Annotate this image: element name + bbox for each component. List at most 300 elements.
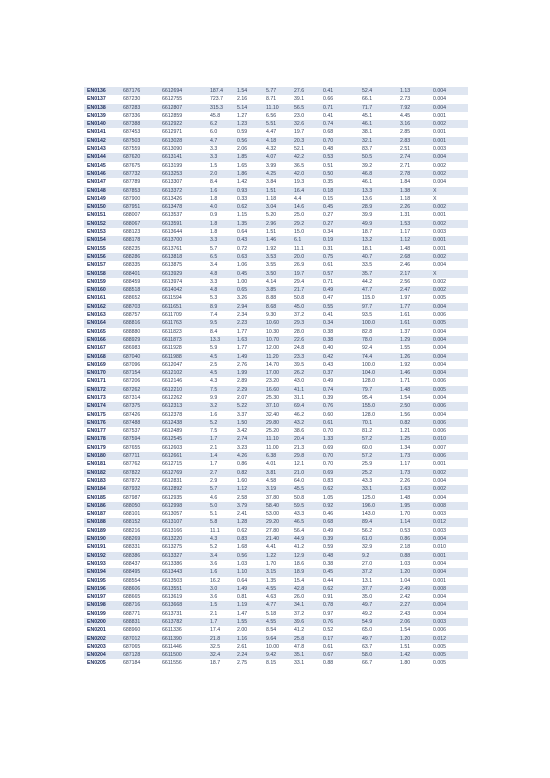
value-cell: 3.3 (207, 278, 234, 286)
sample-id-cell: EN0142 (84, 137, 120, 145)
value-cell: 0.43 (234, 236, 263, 244)
value-cell: 0.66 (320, 95, 359, 103)
value-cell: 1.77 (397, 303, 430, 311)
value-cell: 26.9 (291, 261, 320, 269)
value-cell: 1.20 (397, 635, 430, 643)
value-cell: 6611873 (159, 336, 207, 344)
value-cell: 688831 (120, 618, 159, 626)
value-cell: 688050 (120, 502, 159, 510)
value-cell: 8.88 (263, 294, 291, 302)
value-cell: 0.005 (430, 294, 468, 302)
value-cell: 2.47 (397, 286, 430, 294)
value-cell: 1.03 (234, 560, 263, 568)
value-cell: 1.70 (397, 510, 430, 518)
value-cell: 0.004 (430, 369, 468, 377)
table-row (84, 618, 468, 626)
value-cell: 688335 (120, 261, 159, 269)
value-cell: 3.26 (234, 294, 263, 302)
value-cell: 2.96 (263, 220, 291, 228)
value-cell: 46.8 (359, 170, 397, 178)
value-cell: 688216 (120, 527, 159, 535)
value-cell: 3.3 (207, 153, 234, 161)
value-cell: 2.17 (397, 270, 430, 278)
value-cell: 1.55 (397, 344, 430, 352)
value-cell: 2.76 (234, 361, 263, 369)
value-cell: 8.68 (263, 303, 291, 311)
value-cell: 43.3 (291, 510, 320, 518)
value-cell: 1.7 (207, 618, 234, 626)
value-cell: 688437 (120, 560, 159, 568)
value-cell: 1.42 (397, 651, 430, 659)
table-row (84, 87, 468, 95)
value-cell: 33.1 (291, 659, 320, 667)
value-cell: 63.7 (359, 643, 397, 651)
value-cell: 37.2 (291, 610, 320, 618)
table-row (84, 494, 468, 502)
value-cell: 5.0 (207, 502, 234, 510)
value-cell: 4.4 (291, 195, 320, 203)
value-cell: 29.20 (263, 518, 291, 526)
value-cell: 6613503 (159, 577, 207, 585)
value-cell: 0.62 (320, 485, 359, 493)
value-cell: 6613731 (159, 610, 207, 618)
value-cell: 688123 (120, 228, 159, 236)
value-cell: 2.5 (207, 361, 234, 369)
value-cell: 1.53 (397, 220, 430, 228)
value-cell: 17.4 (207, 626, 234, 634)
value-cell: 125.0 (359, 494, 397, 502)
value-cell: 687559 (120, 145, 159, 153)
value-cell: 0.38 (320, 328, 359, 336)
value-cell: 0.53 (397, 527, 430, 535)
value-cell: 10.70 (263, 336, 291, 344)
value-cell: 0.59 (320, 543, 359, 551)
value-cell: 3.04 (263, 203, 291, 211)
table-row (84, 203, 468, 211)
value-cell: 688459 (120, 278, 159, 286)
value-cell: 49.7 (359, 601, 397, 609)
value-cell: 687872 (120, 477, 159, 485)
value-cell: 687176 (120, 87, 159, 95)
value-cell: 18.6 (291, 560, 320, 568)
value-cell: 0.006 (430, 311, 468, 319)
value-cell: 1.03 (397, 560, 430, 568)
value-cell: 0.68 (320, 518, 359, 526)
value-cell: 687822 (120, 469, 159, 477)
value-cell: 1.19 (234, 601, 263, 609)
value-cell: 0.006 (430, 452, 468, 460)
value-cell: 687012 (120, 635, 159, 643)
value-cell: 688152 (120, 518, 159, 526)
value-cell: 0.34 (320, 228, 359, 236)
sample-id-cell: EN0184 (84, 485, 120, 493)
value-cell: 1.37 (397, 328, 430, 336)
value-cell: 1.48 (397, 245, 430, 253)
value-cell: 2.24 (234, 651, 263, 659)
value-cell: 6614042 (159, 286, 207, 294)
table-row (84, 170, 468, 178)
table-row (84, 394, 468, 402)
value-cell: 0.002 (430, 203, 468, 211)
value-cell: 1.10 (234, 568, 263, 576)
value-cell: 6612438 (159, 419, 207, 427)
value-cell: 0.004 (430, 568, 468, 576)
value-cell: 16.2 (207, 577, 234, 585)
value-cell: 18.7 (207, 659, 234, 667)
value-cell: 23.0 (291, 112, 320, 120)
value-cell: 1.6 (207, 411, 234, 419)
value-cell: 3.99 (263, 162, 291, 170)
value-cell: 4.32 (263, 145, 291, 153)
sample-id-cell: EN0139 (84, 112, 120, 120)
value-cell: 128.0 (359, 411, 397, 419)
table-row (84, 577, 468, 585)
value-cell: 0.003 (430, 527, 468, 535)
value-cell: 37.2 (359, 568, 397, 576)
value-cell: 1.20 (397, 568, 430, 576)
value-cell: 9.42 (263, 651, 291, 659)
value-cell: 21.40 (263, 535, 291, 543)
value-cell: 1.35 (234, 220, 263, 228)
value-cell: 688235 (120, 245, 159, 253)
table-row (84, 178, 468, 186)
table-row (84, 518, 468, 526)
sample-id-cell: EN0158 (84, 270, 120, 278)
value-cell: 0.83 (234, 535, 263, 543)
value-cell: 1.80 (397, 659, 430, 667)
value-cell: 11.1 (291, 245, 320, 253)
value-cell: 0.007 (430, 444, 468, 452)
sample-id-cell: EN0167 (84, 344, 120, 352)
value-cell: 6613929 (159, 270, 207, 278)
value-cell: 21.7 (291, 286, 320, 294)
value-cell: 79.7 (359, 386, 397, 394)
value-cell: 0.004 (430, 344, 468, 352)
sample-id-cell: EN0175 (84, 411, 120, 419)
value-cell: 29.4 (291, 278, 320, 286)
value-cell: 0.61 (320, 643, 359, 651)
table-row (84, 626, 468, 634)
value-cell: 0.003 (430, 228, 468, 236)
sample-id-cell: EN0138 (84, 104, 120, 112)
value-cell: 11.10 (263, 104, 291, 112)
value-cell: 2.07 (234, 394, 263, 402)
value-cell: 1.68 (234, 543, 263, 551)
value-cell: 688101 (120, 510, 159, 518)
value-cell: 0.006 (430, 419, 468, 427)
value-cell: 0.9 (207, 211, 234, 219)
table-row (84, 286, 468, 294)
value-cell: 0.62 (234, 203, 263, 211)
value-cell: 6.1 (291, 236, 320, 244)
value-cell: 81.2 (359, 427, 397, 435)
value-cell: 1.23 (234, 120, 263, 128)
value-cell: 0.001 (430, 552, 468, 560)
table-row (84, 211, 468, 219)
value-cell: 37.7 (359, 585, 397, 593)
value-cell: 0.35 (320, 178, 359, 186)
table-row (84, 145, 468, 153)
value-cell: 20.0 (291, 253, 320, 261)
value-cell: 0.004 (430, 593, 468, 601)
value-cell: 7.5 (207, 386, 234, 394)
value-cell: 688880 (120, 328, 159, 336)
value-cell: 0.82 (397, 419, 430, 427)
value-cell: 6612971 (159, 128, 207, 136)
table-row (84, 485, 468, 493)
value-cell: 6.5 (207, 253, 234, 261)
value-cell: 2.0 (207, 170, 234, 178)
value-cell: 6612603 (159, 444, 207, 452)
sample-id-cell: EN0170 (84, 369, 120, 377)
value-cell: 1.46 (397, 369, 430, 377)
value-cell: 59.5 (291, 502, 320, 510)
value-cell: 5.1 (207, 510, 234, 518)
value-cell: 687503 (120, 137, 159, 145)
value-cell: 0.68 (320, 128, 359, 136)
value-cell: 23.3 (291, 353, 320, 361)
sample-id-cell: EN0197 (84, 593, 120, 601)
value-cell: 1.49 (234, 585, 263, 593)
value-cell: 3.37 (234, 411, 263, 419)
value-cell: 0.83 (320, 477, 359, 485)
value-cell: 0.86 (397, 535, 430, 543)
sample-id-cell: EN0171 (84, 377, 120, 385)
value-cell: 2.89 (234, 377, 263, 385)
value-cell: 0.012 (430, 518, 468, 526)
value-cell: 0.27 (320, 220, 359, 228)
value-cell: 5.3 (207, 294, 234, 302)
value-cell: 0.37 (320, 369, 359, 377)
value-cell: 32.5 (207, 643, 234, 651)
value-cell: 315.3 (207, 104, 234, 112)
value-cell: 6611390 (159, 635, 207, 643)
value-cell: 10.60 (263, 319, 291, 327)
value-cell: 1.61 (397, 311, 430, 319)
value-cell: 54.9 (359, 618, 397, 626)
value-cell: 0.88 (320, 659, 359, 667)
value-cell: 6613591 (159, 220, 207, 228)
sample-id-cell: EN0164 (84, 319, 120, 327)
value-cell: 0.59 (234, 128, 263, 136)
sample-id-cell: EN0176 (84, 419, 120, 427)
value-cell: 60.0 (359, 444, 397, 452)
value-cell: 0.001 (430, 577, 468, 585)
table-row (84, 386, 468, 394)
value-cell: 2.26 (397, 477, 430, 485)
value-cell: 4.8 (207, 270, 234, 278)
value-cell: 3.53 (263, 253, 291, 261)
value-cell: 0.002 (430, 120, 468, 128)
value-cell: 687453 (120, 128, 159, 136)
table-row (84, 552, 468, 560)
value-cell: 45.5 (291, 485, 320, 493)
value-cell: 49.9 (359, 220, 397, 228)
value-cell: 3.3 (207, 236, 234, 244)
value-cell: 1.85 (234, 153, 263, 161)
value-cell: 0.88 (397, 552, 430, 560)
sample-id-cell: EN0186 (84, 502, 120, 510)
value-cell: 49.7 (359, 635, 397, 643)
sample-id-cell: EN0152 (84, 220, 120, 228)
value-cell: 1.06 (234, 261, 263, 269)
value-cell: 2.94 (234, 303, 263, 311)
value-cell: 6612755 (159, 95, 207, 103)
value-cell: 0.49 (320, 527, 359, 535)
value-cell: 1.26 (397, 353, 430, 361)
sample-id-cell: EN0157 (84, 261, 120, 269)
table-row (84, 270, 468, 278)
value-cell: 32.9 (359, 543, 397, 551)
table-row (84, 635, 468, 643)
table-row (84, 261, 468, 269)
value-cell: 688816 (120, 319, 159, 327)
value-cell: 46.1 (359, 120, 397, 128)
value-cell: 0.34 (320, 319, 359, 327)
value-cell: 688771 (120, 610, 159, 618)
value-cell: 37.10 (263, 402, 291, 410)
value-cell: 688606 (120, 585, 159, 593)
value-cell: 93.5 (359, 311, 397, 319)
value-cell: 1.47 (234, 610, 263, 618)
sample-id-cell: EN0193 (84, 560, 120, 568)
value-cell: 1.97 (397, 294, 430, 302)
value-cell: 2.06 (397, 618, 430, 626)
value-cell: 1.48 (397, 386, 430, 394)
sample-id-cell: EN0147 (84, 178, 120, 186)
table-row (84, 610, 468, 618)
value-cell: 0.67 (320, 651, 359, 659)
table-row (84, 236, 468, 244)
sample-id-cell: EN0174 (84, 402, 120, 410)
sample-id-cell: EN0187 (84, 510, 120, 518)
value-cell: 41.2 (291, 543, 320, 551)
value-cell: 1.14 (397, 518, 430, 526)
value-cell: 686983 (120, 344, 159, 352)
value-cell: 0.004 (430, 178, 468, 186)
value-cell: 0.63 (234, 253, 263, 261)
sample-id-cell: EN0204 (84, 651, 120, 659)
value-cell: 4.47 (263, 128, 291, 136)
value-cell: 0.74 (320, 386, 359, 394)
value-cell: 27.6 (291, 87, 320, 95)
value-cell: 2.26 (397, 203, 430, 211)
value-cell: 1.29 (397, 336, 430, 344)
value-cell: 6612998 (159, 502, 207, 510)
value-cell: 0.006 (430, 626, 468, 634)
value-cell: 4.77 (263, 601, 291, 609)
value-cell: 6613443 (159, 568, 207, 576)
value-cell: 0.81 (234, 593, 263, 601)
sample-id-cell: EN0181 (84, 460, 120, 468)
value-cell: 1.8 (207, 228, 234, 236)
sample-id-cell: EN0190 (84, 535, 120, 543)
value-cell: 0.72 (234, 245, 263, 253)
value-cell: 2.06 (234, 145, 263, 153)
value-cell: 95.4 (359, 394, 397, 402)
value-cell: 6613700 (159, 236, 207, 244)
value-cell: 2.50 (397, 402, 430, 410)
value-cell: 52.4 (359, 87, 397, 95)
value-cell: 6611594 (159, 294, 207, 302)
value-cell: 32.6 (291, 120, 320, 128)
value-cell: 0.48 (320, 145, 359, 153)
value-cell: 2.71 (397, 162, 430, 170)
value-cell: 688269 (120, 535, 159, 543)
table-row (84, 294, 468, 302)
value-cell: 6613619 (159, 593, 207, 601)
value-cell: 0.004 (430, 261, 468, 269)
value-cell: 100.0 (359, 319, 397, 327)
value-cell: 1.28 (234, 518, 263, 526)
value-cell: 50.5 (359, 153, 397, 161)
value-cell: 6613028 (159, 137, 207, 145)
value-cell: 8.4 (207, 328, 234, 336)
value-cell: 3.81 (263, 469, 291, 477)
table-row (84, 543, 468, 551)
table-row (84, 319, 468, 327)
value-cell: 0.001 (430, 137, 468, 145)
value-cell: 0.97 (320, 610, 359, 618)
sample-id-cell: EN0154 (84, 236, 120, 244)
value-cell: 2.27 (397, 601, 430, 609)
value-cell: 196.0 (359, 502, 397, 510)
value-cell: 687375 (120, 402, 159, 410)
table-row (84, 104, 468, 112)
sample-id-cell: EN0195 (84, 577, 120, 585)
value-cell: 6611928 (159, 344, 207, 352)
value-cell: 687789 (120, 178, 159, 186)
sample-id-cell: EN0150 (84, 203, 120, 211)
value-cell: 688554 (120, 577, 159, 585)
value-cell: 6613537 (159, 211, 207, 219)
value-cell: 2.61 (234, 643, 263, 651)
value-cell: 2.29 (234, 386, 263, 394)
value-cell: 1.8 (207, 195, 234, 203)
value-cell: 1.05 (320, 494, 359, 502)
value-cell: 4.8 (207, 286, 234, 294)
value-cell: 0.006 (430, 427, 468, 435)
value-cell: 11.00 (263, 444, 291, 452)
value-cell: 0.76 (320, 402, 359, 410)
sample-id-cell: EN0169 (84, 361, 120, 369)
value-cell: 31.1 (291, 394, 320, 402)
value-cell: 46.1 (359, 178, 397, 186)
sample-id-cell: EN0151 (84, 211, 120, 219)
value-cell: 0.41 (320, 87, 359, 95)
value-cell: X (430, 270, 468, 278)
value-cell: 26.0 (291, 593, 320, 601)
value-cell: 8.71 (263, 95, 291, 103)
value-cell: 6613761 (159, 245, 207, 253)
table-row (84, 585, 468, 593)
value-cell: 20.4 (291, 435, 320, 443)
value-cell: 12.00 (263, 344, 291, 352)
value-cell: 6612935 (159, 494, 207, 502)
value-cell: 688495 (120, 568, 159, 576)
table-row (84, 527, 468, 535)
sample-id-cell: EN0183 (84, 477, 120, 485)
value-cell: 687853 (120, 187, 159, 195)
value-cell: 187.4 (207, 87, 234, 95)
value-cell: 0.41 (320, 112, 359, 120)
value-cell: 2.74 (234, 435, 263, 443)
value-cell: 687040 (120, 353, 159, 361)
table-row (84, 369, 468, 377)
value-cell: 2.85 (397, 128, 430, 136)
value-cell: 2.75 (234, 659, 263, 667)
value-cell: 26.2 (291, 369, 320, 377)
